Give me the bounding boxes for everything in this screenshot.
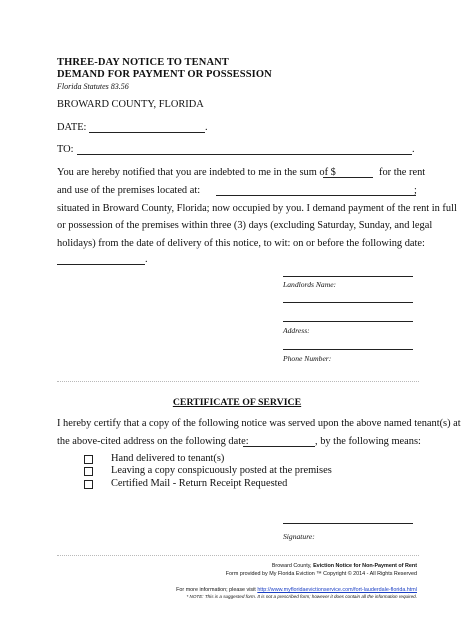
- posted-copy-checkbox[interactable]: [84, 467, 93, 476]
- phone-field-line[interactable]: [283, 349, 413, 350]
- footer-county: Broward County,: [271, 563, 314, 569]
- hand-delivered-checkbox[interactable]: [84, 455, 93, 464]
- footer-divider: [57, 555, 419, 556]
- notice-line-5: holidays) from the date of delivery of this notice, to wit: on or before the following date:: [57, 238, 425, 249]
- to-label: TO:: [57, 144, 74, 155]
- notice-subtitle: DEMAND FOR PAYMENT OR POSSESSION: [57, 69, 272, 80]
- notice-line-1: You are hereby notified that you are indebted to me in the sum of $: [57, 167, 336, 178]
- footer-info-prefix: For more information; please visit: [176, 587, 258, 593]
- landlord-name-label: Landlords Name:: [283, 280, 337, 289]
- date-field-line[interactable]: [89, 132, 205, 133]
- certified-mail-label: Certified Mail - Return Receipt Requested: [111, 478, 288, 489]
- posted-copy-label: Leaving a copy conspicuously posted at the premises: [111, 465, 332, 476]
- date-end: .: [205, 122, 208, 133]
- service-date-line[interactable]: [243, 446, 315, 447]
- signature-label: Signature:: [283, 532, 315, 541]
- footer-form-title: [272, 563, 417, 569]
- footer-disclaimer: * NOTE: This is a suggested form. It is not a prescribed form; however it does contain all the information required.: [186, 594, 417, 599]
- premises-field-line[interactable]: [216, 195, 416, 196]
- statute-reference: Florida Statutes 83.56: [57, 82, 129, 91]
- certified-mail-checkbox[interactable]: [84, 480, 93, 489]
- notice-line-3: situated in Broward County, Florida; now occupied by you. I demand payment of the rent in full: [57, 203, 457, 214]
- section-divider: [57, 381, 419, 382]
- footer-website-link[interactable]: http://www.myfloridaevictionservice.com/fort-lauderdale-florida.html: [257, 587, 417, 593]
- notice-line-2: and use of the premises located at:: [57, 185, 201, 196]
- landlord-address-line-1[interactable]: [283, 302, 413, 303]
- certificate-heading: CERTIFICATE OF SERVICE: [172, 397, 302, 408]
- certificate-line-2: the above-cited address on the following date:: [57, 436, 249, 447]
- date-label: DATE:: [57, 122, 87, 133]
- amount-field-line[interactable]: [323, 177, 373, 178]
- footer-info: [176, 587, 417, 593]
- certificate-line-2-end: , by the following means:: [315, 436, 421, 447]
- due-date-end: .: [145, 254, 148, 265]
- landlord-name-line[interactable]: [283, 276, 413, 277]
- landlord-address-line-2[interactable]: [283, 321, 413, 322]
- to-field-line[interactable]: [77, 154, 412, 155]
- county-heading: BROWARD COUNTY, FLORIDA: [57, 99, 204, 110]
- to-end: .: [412, 144, 415, 155]
- footer-copyright: Form provided by My Florida Eviction ™ Copyright © 2014 - All Rights Reserved: [225, 571, 417, 577]
- notice-line-4: or possession of the premises within three (3) days (excluding Saturday, Sunday, and legal: [57, 220, 433, 231]
- certificate-line-1: I hereby certify that a copy of the following notice was served upon the above named tenant(s) at: [57, 418, 461, 429]
- due-date-field-line[interactable]: [57, 264, 145, 265]
- notice-title: THREE-DAY NOTICE TO TENANT: [57, 57, 229, 68]
- footer-form-name: Eviction Notice for Non-Payment of Rent: [313, 563, 417, 569]
- address-label: Address:: [283, 326, 310, 335]
- notice-line-2-end: ;: [414, 185, 417, 196]
- hand-delivered-label: Hand delivered to tenant(s): [111, 453, 225, 464]
- signature-line[interactable]: [283, 523, 413, 524]
- notice-line-1-end: for the rent: [379, 167, 426, 178]
- phone-label: Phone Number:: [283, 354, 332, 363]
